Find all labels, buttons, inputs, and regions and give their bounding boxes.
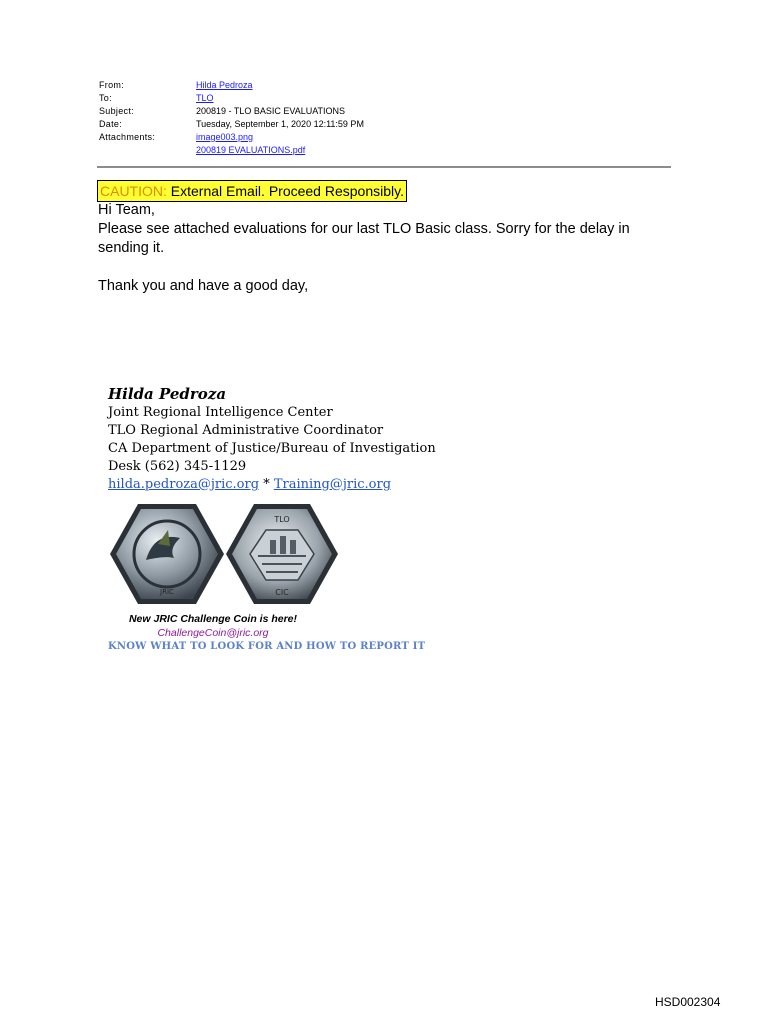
closing: Thank you and have a good day, (98, 278, 309, 294)
to-row (99, 92, 364, 105)
from-link[interactable]: Hilda Pedroza (196, 80, 253, 90)
signature-org: Joint Regional Intelligence Center (108, 405, 333, 420)
caution-text: External Email. Proceed Responsibly. (166, 183, 404, 199)
caution-word: CAUTION: (100, 183, 167, 199)
signature-block (108, 384, 436, 494)
email-separator: * (259, 477, 274, 492)
date-label: Date: (99, 119, 123, 129)
signature-desk: Desk (562) 345-1129 (108, 459, 247, 474)
tlo-coin-bottom-label: CIC (275, 588, 289, 597)
coin-caption (108, 612, 318, 640)
date-value: Tuesday, September 1, 2020 12:11:59 PM (196, 119, 364, 129)
email-header (99, 79, 364, 157)
subject-value: 200819 - TLO BASIC EVALUATIONS (196, 106, 346, 116)
signature-name: Hilda Pedroza (108, 385, 227, 403)
from-row (99, 79, 364, 92)
coin-email[interactable]: ChallengeCoin@jric.org (157, 627, 269, 639)
jric-coin (110, 504, 224, 604)
email-body (98, 201, 670, 296)
attachments-label: Attachments: (99, 132, 156, 142)
to-link[interactable]: TLO (196, 93, 214, 103)
challenge-coins-image (108, 500, 348, 610)
tagline: KNOW WHAT TO LOOK FOR AND HOW TO REPORT IT (108, 641, 426, 652)
header-divider (97, 166, 671, 168)
spacer (98, 258, 670, 277)
attachment-link[interactable]: 200819 EVALUATIONS.pdf (196, 145, 306, 155)
caution-banner (97, 180, 407, 202)
signature-emails (108, 476, 436, 494)
greeting: Hi Team, (98, 202, 155, 218)
training-email-link[interactable]: Training@jric.org (273, 477, 392, 492)
date-row (99, 118, 364, 131)
email-link[interactable]: hilda.pedroza@jric.org (108, 477, 260, 492)
coin-announcement: New JRIC Challenge Coin is here! (128, 613, 298, 625)
jric-coin-label: JRIC (160, 588, 174, 596)
subject-row (99, 105, 364, 118)
subject-label: Subject: (99, 106, 134, 116)
to-label: To: (99, 93, 112, 103)
from-label: From: (99, 80, 124, 90)
attachment-link[interactable]: image003.png (196, 132, 254, 142)
bates-number: HSD002304 (655, 995, 721, 1009)
signature-dept: CA Department of Justice/Bureau of Investigation (108, 441, 436, 456)
tlo-coin-top-label: TLO (274, 515, 290, 524)
attachments-list (196, 131, 305, 157)
body-line: Please see attached evaluations for our last TLO Basic class. Sorry for the delay in sending it. (98, 221, 630, 256)
attachments-row (99, 131, 364, 157)
tlo-coin (226, 504, 338, 604)
signature-title: TLO Regional Administrative Coordinator (108, 423, 384, 438)
